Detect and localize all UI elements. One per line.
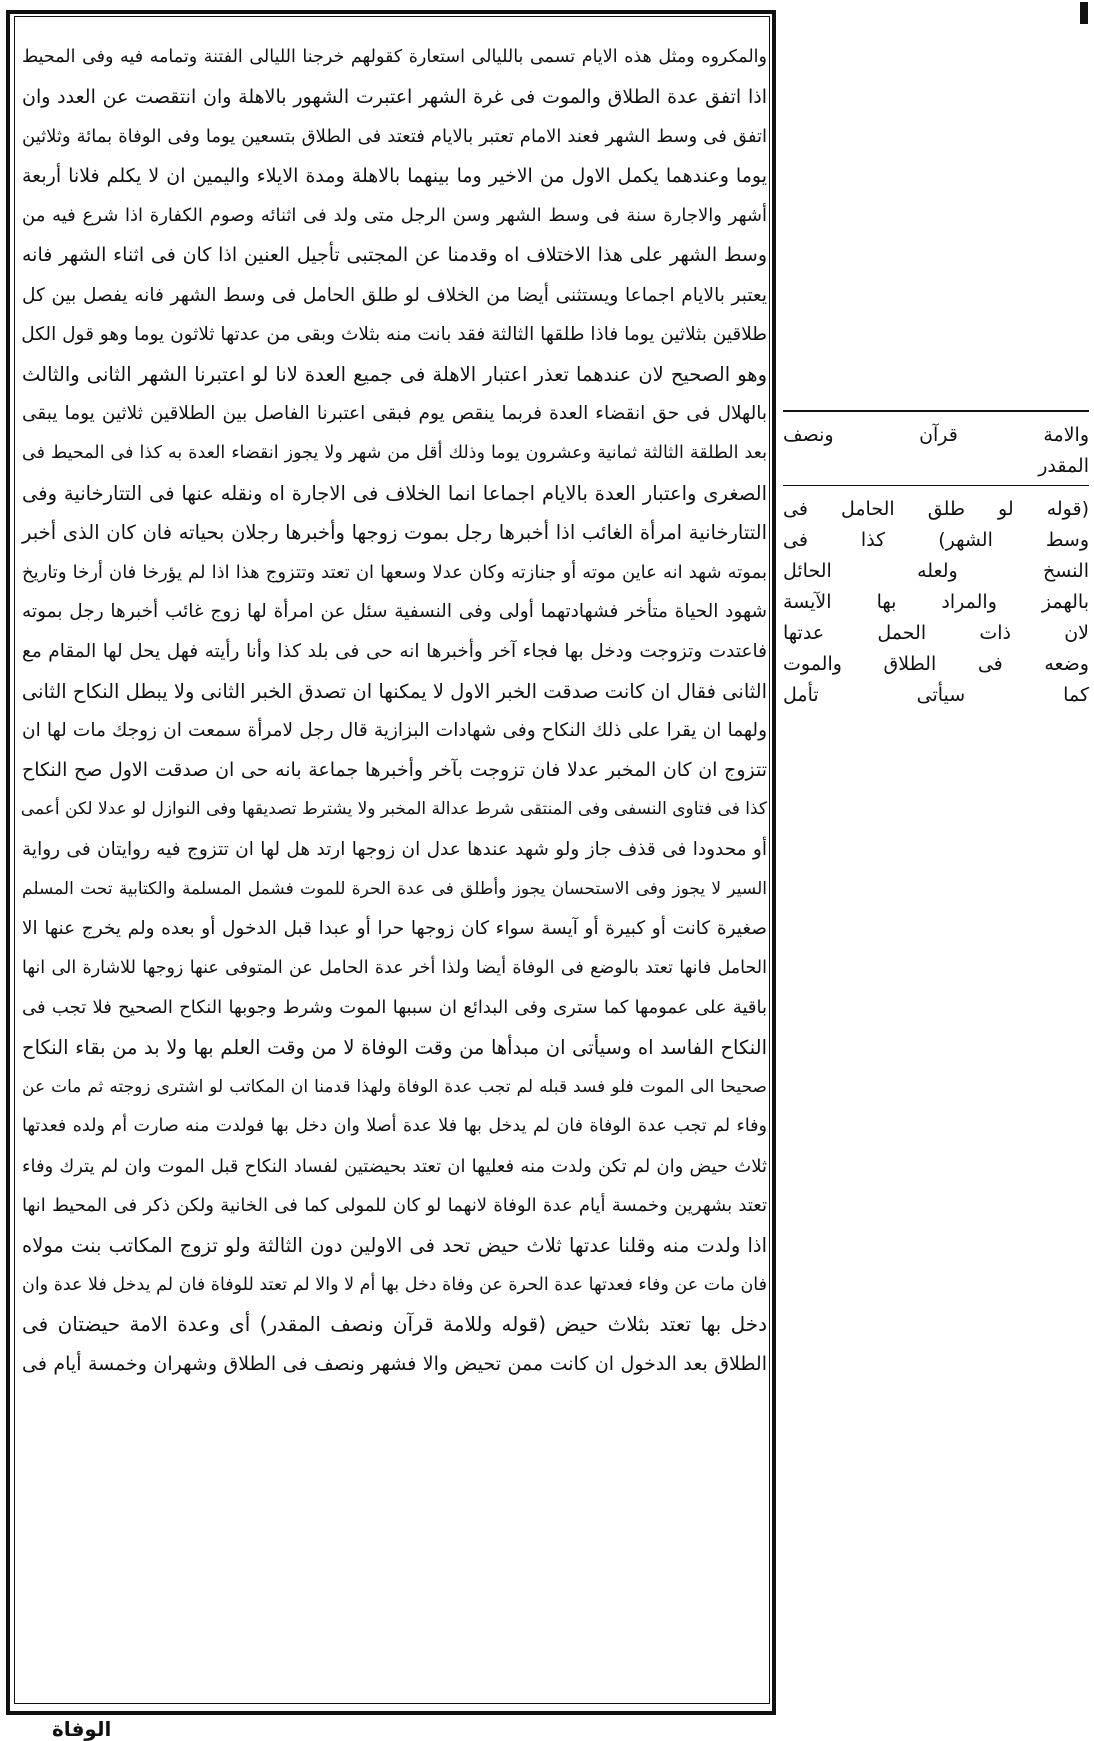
margin-line: وضعه فى الطلاق والموت: [783, 653, 1089, 675]
text-line: اذا ولدت منه وقلنا عدتها ثلاث حيض تحد فى الاولين دون الثالثة ولو تزوج المكاتب بنت مولاه: [22, 1234, 767, 1257]
text-line: يعتبر بالايام اجماعا ويستثنى أيضا من الخلاف لو طلق الحامل فى وسط الشهر فانه يفصل بين كل: [22, 284, 767, 306]
margin-line: (قوله لو طلق الحامل فى: [783, 498, 1089, 520]
text-line: اذا اتفق عدة الطلاق والموت فى غرة الشهر اعتبرت الشهور بالاهلة وان انتقصت عن العدد وان: [22, 85, 767, 108]
text-line: والمكروه ومثل هذه الايام تسمى بالليالى استعارة كقولهم خرجنا الليالى الفتنة وتمامه فيه وفى المحيط: [22, 47, 767, 67]
text-line: وهو الصحيح لان عندهما تعذر اعتبار الاهلة فى جميع العدة لانا لو اعتبرنا الشهر الثانى والثالث: [22, 362, 767, 386]
margin-line: بالهمز والمراد بها الآيسة: [783, 591, 1089, 613]
text-line: بالهلال فى حق انقضاء العدة فربما ينقص يوم فبقى اعتبرنا الفاصل بين الطلاقين ثلاثين يوما يبقى: [22, 403, 767, 425]
text-line: تعتد بشهرين وخمسة أيام عدة الوفاة لانهما لو كان للمولى كما فى الخانية ولكن ذكر فى المحيط انها: [22, 1195, 767, 1217]
margin-line: والامة قرآن ونصف: [783, 423, 1089, 446]
text-line: الطلاق بعد الدخول ان كانت ممن تحيض والا فشهر ونصف فى الطلاق وشهران وخمسة أيام فى: [22, 1352, 767, 1375]
text-line: صغيرة كانت أو كبيرة أو آيسة سواء كان زوجها حرا أو عبدا قبل الدخول أو بعده ولم يخرج عنها الا: [22, 918, 767, 940]
margin-line: المقدر: [1038, 454, 1089, 477]
text-line: الثانى فقال ان كانت صدقت الخبر الاول لا يمكنها ان تصدق الخبر الثانى ولا يبطل النكاح الثانى: [21, 679, 767, 703]
text-line: السير لا يجوز وفى الاستحسان يجوز وأطلق فى عدة الحرة للموت فشمل المسلمة والكتابية تحت المسلم: [22, 878, 767, 899]
text-line: كذا فى فتاوى النسفى وفى المنتقى شرط عدالة المخبر ولا يشترط تصديقها وفى النوازل لو عدلا لكن أعمى: [20, 799, 767, 820]
text-line: التتارخانية امرأة الغائب اذا أخبرها رجل بموت زوجها وأخبرها رجلان بحياته فان كان الذى أخبر: [22, 521, 767, 545]
text-line: وفاء لم تجب عدة الوفاة فان لم يدخل بها فلا عدة أصلا وان دخل بها فولدت منه صارت أم ولده فعدتها: [22, 1116, 767, 1137]
text-line: شهود الحياة متأخر فشهادتهما أولى وفى النسفية سئل عن امرأة لها زوج غائب أخبرها رجل بموته: [22, 601, 767, 623]
margin-rule: [783, 410, 1089, 412]
margin-rule: [783, 485, 1089, 487]
catchword: الوفاة: [52, 1717, 112, 1741]
text-line: الحامل فانها تعتد بالوضع فى الوفاة أيضا ولذا أخر عدة الحامل عن المتوفى عنها زوجها للاشارة الى انها: [22, 957, 767, 978]
text-line: طلاقين بثلاثين يوما فاذا طلقها الثالثة فقد بانت منه بثلاث وبقى من عدتها ثلاثون يوما وهو قول الكل: [21, 324, 767, 346]
text-line: وسط الشهر على هذا الاختلاف اه وقدمنا عن المجتبى تأجيل العنين اذا كان فى اثناء الشهر فانه: [22, 244, 767, 266]
text-line: اتفق فى وسط الشهر فعند الامام تعتبر بالايام فتعتد فى الطلاق بتسعين يوما وفى الوفاة بمائة وثلاثين: [22, 126, 767, 148]
margin-line: وسط الشهر) كذا فى: [783, 529, 1089, 551]
text-line: فان مات عن وفاء فعدتها عدة الحرة عن وفاة دخل بها أم لا والا لم تعتد للوفاة فان لم يدخل فلا عدة وان: [21, 1274, 767, 1295]
text-line: ثلاث حيض وان لم تكن ولدت منه فعليها ان تعتد بحيضتين لفساد النكاح قبل الموت وان لم يترك وفاء: [22, 1155, 767, 1177]
text-line: بعد الطلقة الثالثة ثمانية وعشرون يوما وذلك أقل من شهر ولا يجوز انقضاء العدة به كذا فى المحيط فى: [22, 443, 767, 463]
main-text-block: [16, 40, 773, 1695]
text-line: ولهما ان يقرا على ذلك النكاح وفى شهادات البزازية قال رجل لامرأة سمعت ان زوجك مات لها ان: [22, 720, 767, 742]
text-line: النكاح الفاسد اه وسيأتى ان مبدأها من وقت الوفاة لا من وقت العلم بها ولا بد من بقاء النكاح: [22, 1036, 767, 1059]
margin-line: لان ذات الحمل عدتها: [783, 622, 1089, 644]
margin-line: كما سيأتى تأمل: [783, 684, 1089, 706]
text-line: تتزوج ان كان المخبر عدلا فان تزوجت بآخر وأخبرها جماعة بانه حى ان صدقت الاول صح النكاح: [22, 758, 767, 781]
text-line: بموته شهد انه عاين موته أو جنازته وكان عدلا وسعها ان تعتد وتتزوج هذا اذا لم يؤرخا فان أرخا وتاريخ: [22, 561, 767, 583]
margin-notes: [783, 410, 1089, 711]
margin-line: النسخ ولعله الحائل: [783, 560, 1089, 582]
corner-mark: [1080, 2, 1088, 24]
text-line: صحيحا الى الموت فلو فسد قبله لم تجب عدة الوفاة ولهذا قدمنا ان المكاتب لو اشترى زوجته ثم مات عن: [22, 1076, 767, 1097]
margin-note-heading: [783, 420, 1089, 482]
text-line: أشهر والاجارة سنة فى وسط الشهر وسن الرجل متى ولد فى اثنائه وصوم الكفارة اذا شرع فيه من: [22, 205, 767, 227]
text-line: باقية على عمومها كما سترى وفى البدائع ان سببها الموت وشرط وجوبها النكاح الصحيح فلا تجب فى: [22, 997, 767, 1019]
text-line: الصغرى واعتبار العدة بالايام اجماعا انما الخلاف فى الاجارة اه ونقله عنها فى التتارخانية وفى: [22, 481, 767, 505]
text-line: فاعتدت وتزوجت ودخل بها فجاء آخر وأخبرها انه حى فى بلد كذا وأنا رأيته فهل يحل لها المقام مع: [22, 641, 767, 662]
text-line: أو محدودا فى قذف جاز ولو شهد عندها عدل ان زوجها ارتد هل لها ان تتزوج فيه روايتان فى رواية: [22, 839, 767, 860]
text-line: دخل بها تعتد بثلاث حيض (قوله وللامة قرآن ونصف المقدر) أى وعدة الامة حيضتان فى: [22, 1312, 767, 1337]
margin-note-commentary: [783, 494, 1089, 711]
text-line: يوما وعندهما يكمل الاول من الاخير وما بينهما بالاهلة ومدة الايلاء واليمين ان لا يكلم فلانا أربعة: [22, 164, 767, 187]
